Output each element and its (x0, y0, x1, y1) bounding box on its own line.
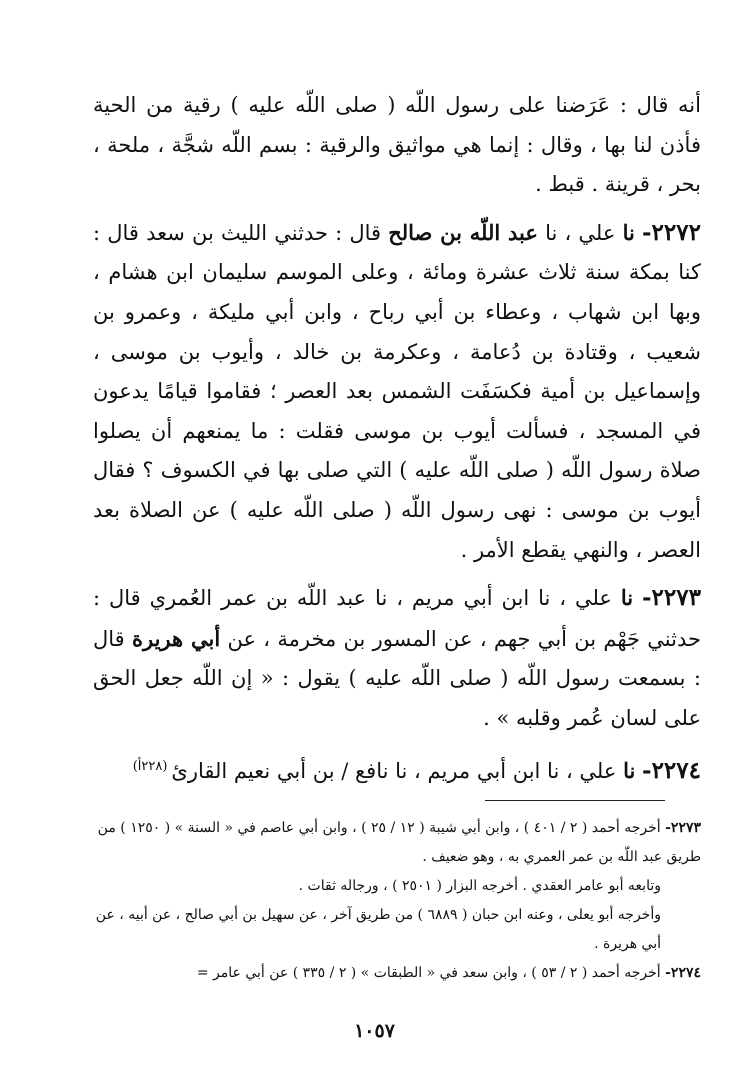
hadith-2274 (93, 747, 701, 792)
footnote-number: ٢٢٧٤- (665, 965, 701, 981)
hadith-chain-text: علي ، نا (545, 220, 616, 245)
paragraph-continuation: أنه قال : عَرَضنا على رسول اللّه ( صلى اللّه عليه ) رقية من الحية فأذن لنا بها ، وقال : إنما هي مواثيق والرقية : بسم اللّه شجَّة ، ملحة ، بحر ، قرينة . قبط . (93, 93, 701, 197)
footnote-text: أخرجه أحمد ( ٢ / ٥٣ ) ، وابن سعد في « الطبقات » ( ٢ / ٣٣٥ ) عن أبي عامر = (196, 965, 661, 981)
narrator-name: عبد اللّه بن صالح (388, 219, 538, 245)
hadith-number: ٢٢٧٢- (641, 218, 701, 246)
footnote-2273 (93, 814, 701, 872)
hadith-chain-start: نا (623, 757, 636, 783)
footnote-line: وأخرجه أبو يعلى ، وعنه ابن حبان ( ٦٨٨٩ ) من طريق آخر ، عن سهيل بن أبي صالح ، عن أبيه ، عن أبي هريرة . (95, 907, 661, 952)
hadith-chain-text: علي ، نا ابن أبي مريم ، نا نافع / بن أبي نعيم القارئ (171, 758, 617, 783)
footnotes (93, 814, 701, 988)
hadith-2273 (93, 578, 701, 738)
hadith-chain-start: نا (620, 585, 634, 611)
footnote-text: أخرجه أحمد ( ٢ / ٤٠١ ) ، وابن أبي شيبة ( ١٢ / ٢٥ ) ، وابن أبي عاصم في « السنة » ( ١٢٥٠ ) من طريق عبد اللّه بن عمر العمري به ، وهو ضعيف . (97, 820, 701, 865)
manuscript-folio-ref: (٢٢٨أ) (132, 758, 168, 774)
hadith-chain-start: نا (622, 219, 635, 245)
hadith-body: قال : بسمعت رسول اللّه ( صلى اللّه عليه ) يقول : « إن اللّه جعل الحق على لسان عُمر وقلبه » . (93, 626, 701, 730)
narrator-name: أبي هريرة (132, 625, 221, 651)
hadith-body: قال : حدثني الليث بن سعد قال : كنا بمكة سنة ثلاث عشرة ومائة ، وعلى الموسم سليمان ابن هشام ، وبها ابن شهاب ، وعطاء بن أبي رباح ، وابن أبي مليكة ، وعمرو بن شعيب ، وقتادة بن دُعامة ، وعكرمة بن خالد ، وأيوب بن موسى ، وإسماعيل بن أمية فكسَفَت الشمس بعد العصر ؛ فقاموا قيامًا يدعون في المسجد ، فسألت أيوب بن موسى فقلت : ما يمنعهم أن يصلوا صلاة رسول اللّه ( صلى اللّه عليه ) التي صلى بها في الكسوف ؟ فقال أيوب بن موسى : نهى رسول اللّه ( صلى اللّه عليه ) عن الصلاة بعد العصر ، والنهي يقطع الأمر . (93, 220, 701, 562)
footnote-number: ٢٢٧٣- (665, 820, 701, 836)
hadith-chain-text: علي ، نا ابن أبي مريم ، نا عبد اللّه بن عمر العُمري قال : حدثني جَهْم بن أبي جهم ، عن المسور بن مخرمة ، عن (93, 586, 701, 651)
main-text (93, 86, 701, 791)
footnote-divider (485, 800, 665, 801)
footnote-2274 (93, 959, 701, 988)
hadith-number: ٢٢٧٣- (642, 584, 701, 612)
hadith-2272 (93, 213, 701, 570)
page-number: ١٠٥٧ (354, 1020, 395, 1042)
footnote-line: وتابعه أبو عامر العقدي . أخرجه البزار ( ٢٥٠١ ) ، ورجاله ثقات . (298, 878, 661, 894)
hadith-number: ٢٢٧٤- (642, 756, 701, 784)
